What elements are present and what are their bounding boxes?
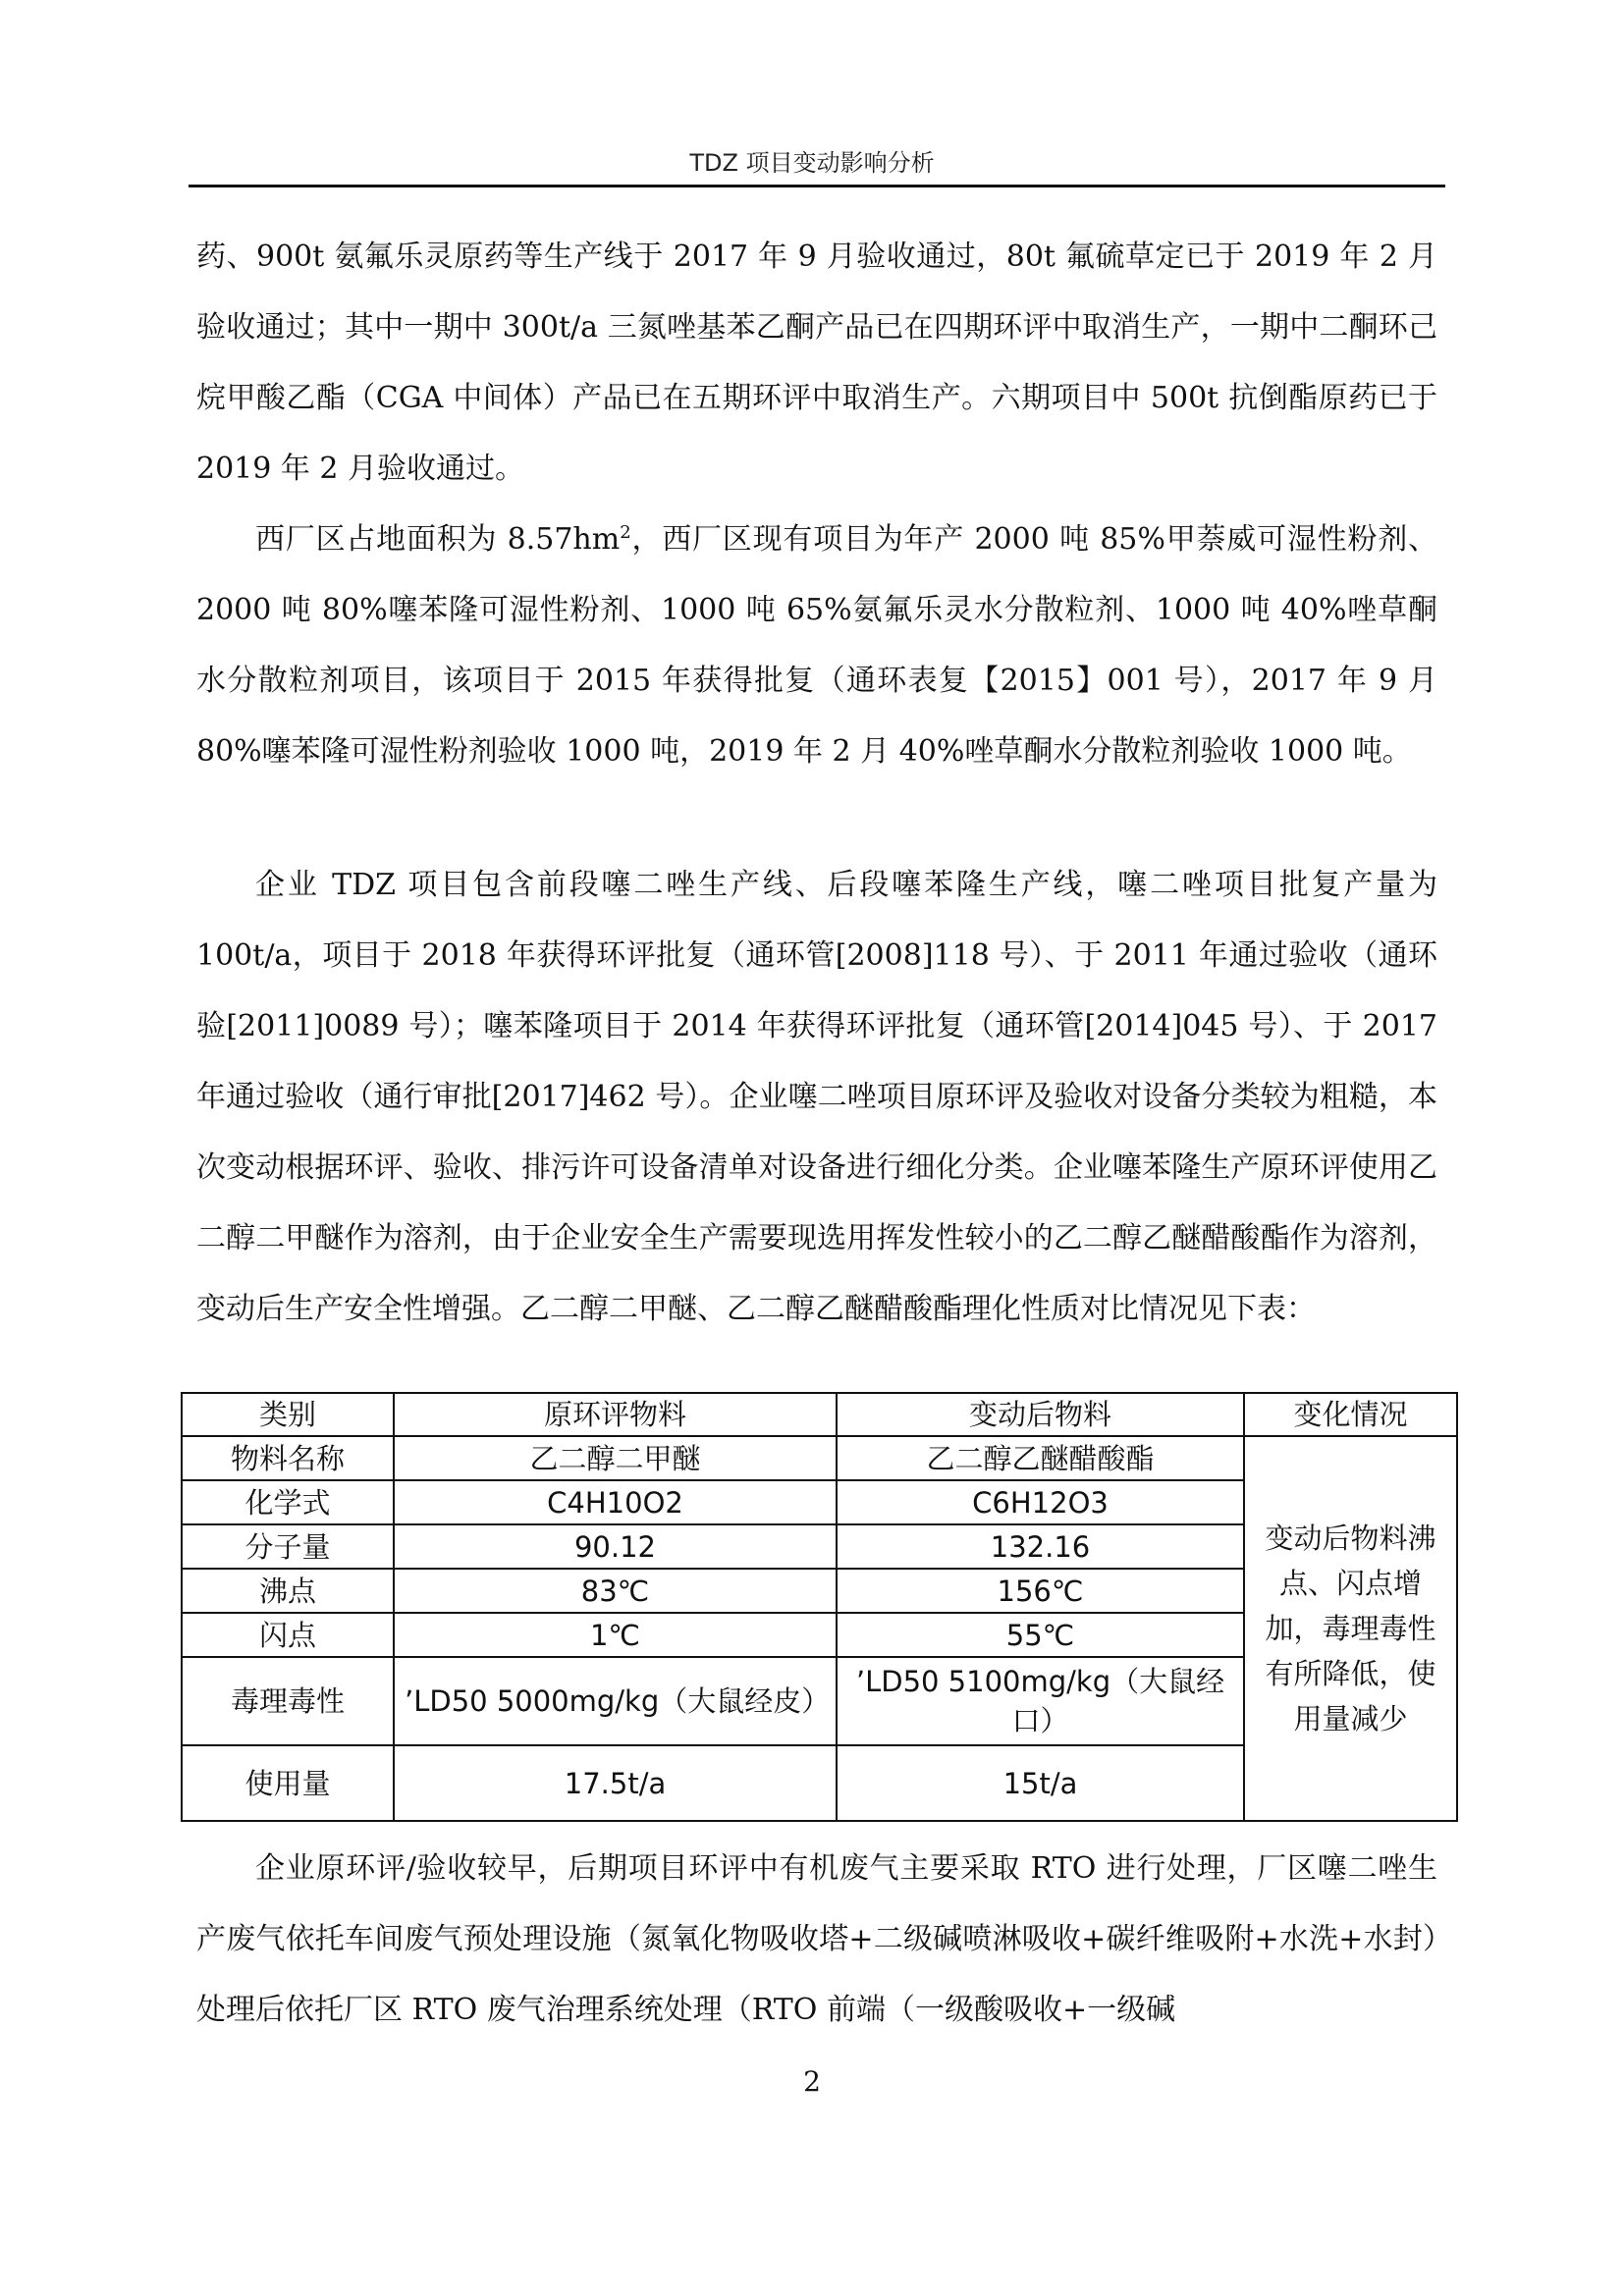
table-row [182,1436,1457,1480]
header-cell-category: 类别 [182,1393,394,1436]
change-note-cell: 变动后物料沸点、闪点增加，毒理毒性有所降低，使用量减少 [1244,1436,1457,1821]
paragraph-4: 企业原环评/验收较早，后期项目环评中有机废气主要采取 RTO 进行处理，厂区噻二唑生产废气依托车间废气预处理设施（氮氧化物吸收塔+二级碱喷淋吸收+碳纤维吸附+水洗+水封）处理后依托厂区 RTO 废气治理系统处理（RTO 前端（一级酸吸收+一级碱 [196,1851,1437,2027]
paragraph-4-block [196,1834,1437,2046]
header-divider [189,185,1445,187]
row-label: 闪点 [182,1613,394,1657]
material-comparison-table [181,1392,1458,1822]
paragraph-1-block [196,222,1437,505]
paragraph-3-block [196,850,1437,1345]
row-label: 沸点 [182,1569,394,1613]
row-label: 物料名称 [182,1436,394,1480]
changed-value: ’LD50 5100mg/kg（大鼠经口） [837,1657,1244,1745]
row-label: 毒理毒性 [182,1657,394,1745]
header-cell-original-material: 原环评物料 [394,1393,837,1436]
original-value: 83℃ [394,1569,837,1613]
paragraph-2-text-b: ，西厂区现有项目为年产 2000 吨 85%甲萘威可湿性粉剂、2000 吨 80%噻苯隆可湿性粉剂、1000 吨 65%氨氟乐灵水分散粒剂、1000 吨 40%唑草酮水分散粒剂项目，该项目于 2015 年获得批复（通环表复【2015】001 号），2017 年 9 月 80%噻苯隆可湿性粉剂验收 1000 吨，2019 年 2 月 40%唑草酮水分散粒剂验收 1000 吨。 [196,522,1437,769]
original-value: C4H10O2 [394,1480,837,1524]
table-header-row [182,1393,1457,1436]
header-cell-changed-material: 变动后物料 [837,1393,1244,1436]
changed-value: 156℃ [837,1569,1244,1613]
original-value: 1℃ [394,1613,837,1657]
paragraph-1: 药、900t 氨氟乐灵原药等生产线于 2017 年 9 月验收通过，80t 氟硫草定已于 2019 年 2 月验收通过；其中一期中 300t/a 三氮唑基苯乙酮产品已在四期环评中取消生产，一期中二酮环己烷甲酸乙酯（CGA 中间体）产品已在五期环评中取消生产。六期项目中 500t 抗倒酯原药已于 2019 年 2 月验收通过。 [196,240,1437,486]
original-value: 17.5t/a [394,1745,837,1821]
changed-value: C6H12O3 [837,1480,1244,1524]
original-value: 乙二醇二甲醚 [394,1436,837,1480]
changed-value: 132.16 [837,1524,1244,1569]
superscript-2: 2 [620,522,631,543]
original-value: ’LD50 5000mg/kg（大鼠经皮） [394,1657,837,1745]
original-value: 90.12 [394,1524,837,1569]
paragraph-2 [196,505,1437,787]
row-label: 分子量 [182,1524,394,1569]
changed-value: 15t/a [837,1745,1244,1821]
row-label: 化学式 [182,1480,394,1524]
page-header-title: TDZ 项目变动影响分析 [689,149,935,177]
header-cell-change-status: 变化情况 [1244,1393,1457,1436]
changed-value: 乙二醇乙醚醋酸酯 [837,1436,1244,1480]
paragraph-3: 企业 TDZ 项目包含前段噻二唑生产线、后段噻苯隆生产线，噻二唑项目批复产量为 100t/a，项目于 2018 年获得环评批复（通环管[2008]118 号）、于 2011 年通过验收（通环验[2011]0089 号）；噻苯隆项目于 2014 年获得环评批复（通环管[2014]045 号）、于 2017 年通过验收（通行审批[2017]462 号）。企业噻二唑项目原环评及验收对设备分类较为粗糙，本次变动根据环评、验收、排污许可设备清单对设备进行细化分类。企业噻苯隆生产原环评使用乙二醇二甲醚作为溶剂，由于企业安全生产需要现选用挥发性较小的乙二醇乙醚醋酸酯作为溶剂，变动后生产安全性增强。乙二醇二甲醚、乙二醇乙醚醋酸酯理化性质对比情况见下表： [196,868,1437,1326]
paragraph-2-text-a: 西厂区占地面积为 8.57hm [255,522,621,557]
page-number: 2 [803,2065,821,2098]
changed-value: 55℃ [837,1613,1244,1657]
paragraph-2-block [196,505,1437,787]
row-label: 使用量 [182,1745,394,1821]
